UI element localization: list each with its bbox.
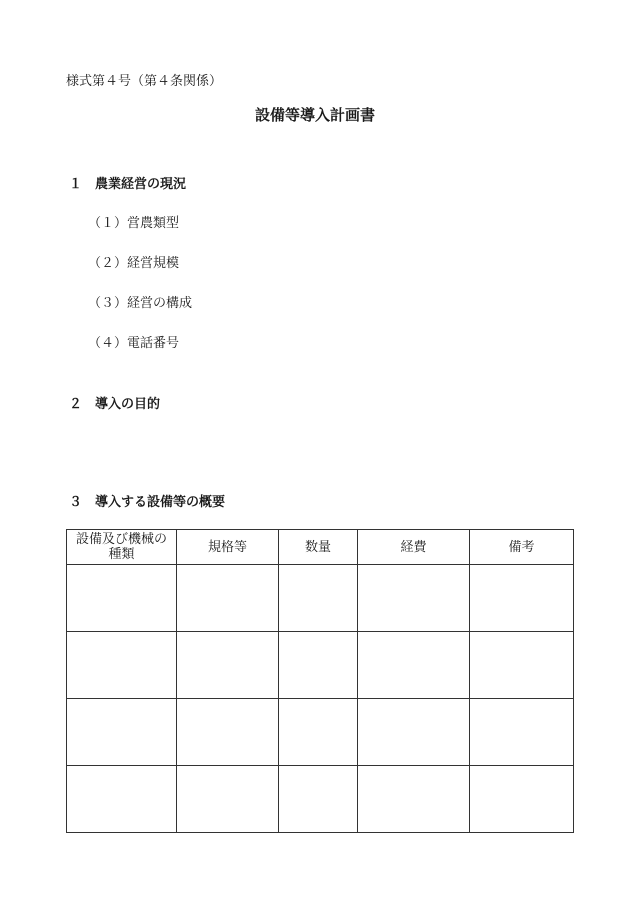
document-title: 設備等導入計画書 [254,106,375,124]
equipment-table [66,529,574,833]
section-title: 導入する設備等の概要 [95,495,226,510]
section-number: ２ [69,397,83,412]
table-cell[interactable] [279,766,358,833]
section-1-heading [69,173,186,192]
subitem-farming-type: （１）営農類型 [88,216,180,231]
header-cost: 経費 [358,530,470,565]
table-cell[interactable] [358,565,470,632]
table-cell[interactable] [67,565,177,632]
table-cell[interactable] [279,699,358,766]
section-title: 導入の目的 [95,397,161,412]
table-cell[interactable] [177,699,279,766]
section-number: ３ [69,495,83,510]
table-cell[interactable] [67,632,177,699]
table-cell[interactable] [177,632,279,699]
table-cell[interactable] [279,632,358,699]
table-row [67,632,574,699]
subitem-management-structure: （３）経営の構成 [88,296,193,311]
table-cell[interactable] [358,632,470,699]
form-number-label: 様式第４号（第４条関係） [66,74,223,89]
table-cell[interactable] [470,565,574,632]
table-row [67,699,574,766]
section-3-heading [69,491,225,510]
table-cell[interactable] [358,766,470,833]
subitem-phone-number: （４）電話番号 [88,336,180,351]
header-specifications: 規格等 [177,530,279,565]
table-cell[interactable] [67,699,177,766]
table-cell[interactable] [177,565,279,632]
header-equipment-type: 設備及び機械の種類 [67,530,177,565]
table-cell[interactable] [279,565,358,632]
section-2-heading [69,393,160,412]
section-title: 農業経営の現況 [95,177,187,192]
table-row [67,565,574,632]
header-remarks: 備考 [470,530,574,565]
section-number: １ [69,177,83,192]
table-cell[interactable] [470,766,574,833]
table-cell[interactable] [470,699,574,766]
table-header-row [67,530,574,565]
table-cell[interactable] [470,632,574,699]
header-quantity: 数量 [279,530,358,565]
table-row [67,766,574,833]
table-cell[interactable] [358,699,470,766]
subitem-management-scale: （２）経営規模 [88,256,180,271]
table-cell[interactable] [177,766,279,833]
table-cell[interactable] [67,766,177,833]
